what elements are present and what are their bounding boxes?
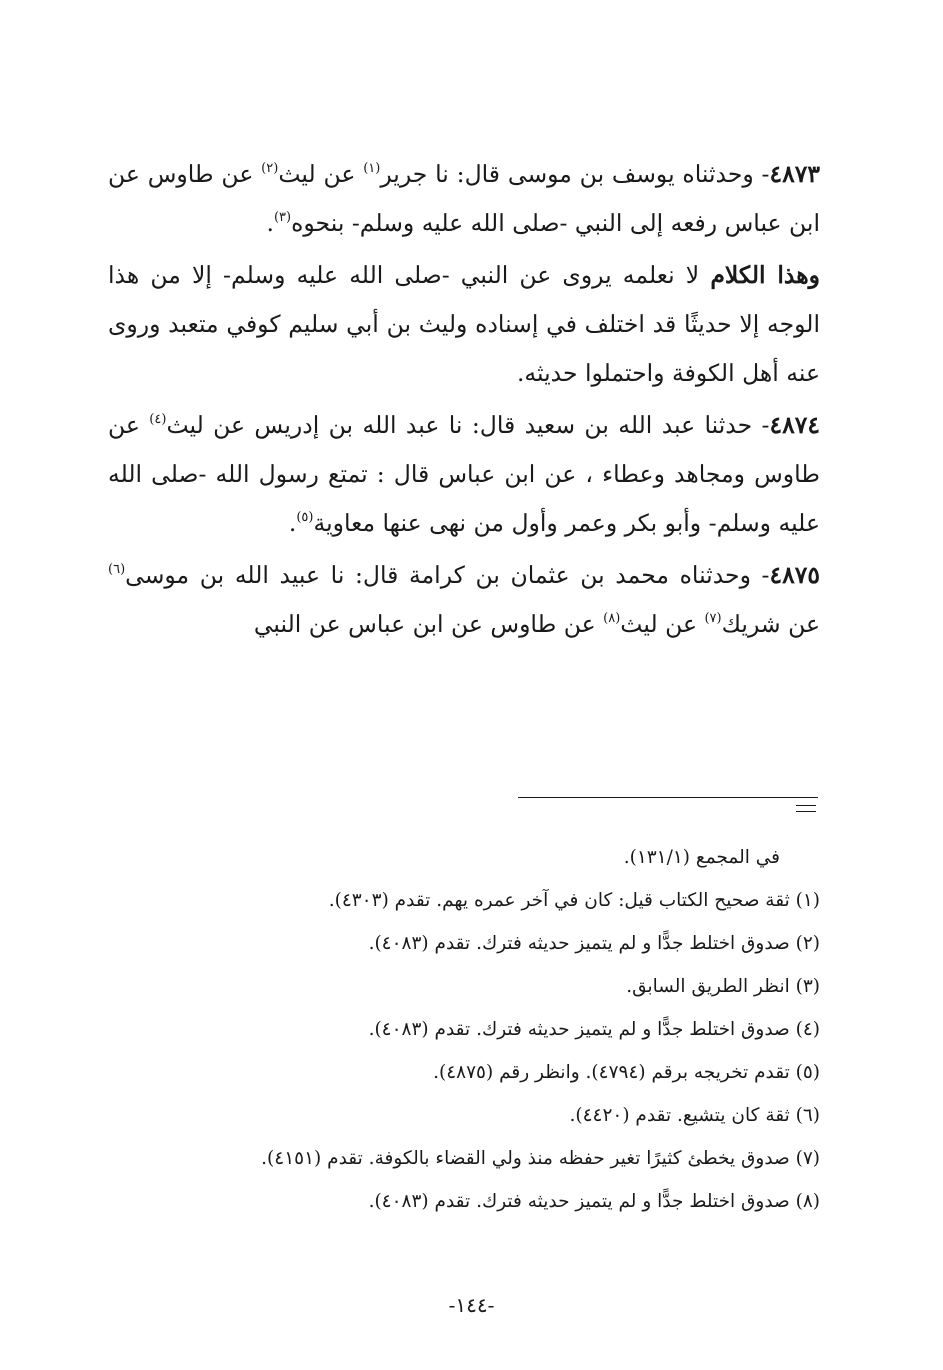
- hadith-text: - وحدثناه يوسف بن موسى قال: نا جرير: [380, 160, 770, 188]
- footnote-ref[interactable]: (٦): [108, 562, 126, 577]
- footnote-4: (٤) صدوق اختلط جدًّا و لم يتميز حديثه فترك. تقدم (٤٠٨٣).: [368, 1019, 820, 1040]
- hadith-4875: [108, 551, 820, 649]
- footnote-3: (٣) انظر الطريق السابق.: [626, 976, 820, 997]
- hadith-text: عن طاوس عن ابن عباس عن النبي: [253, 610, 604, 638]
- footnote-continuation: في المجمع (١٣١/١).: [623, 847, 780, 868]
- hadith-4873: [108, 150, 820, 248]
- hadith-text: - وحدثناه محمد بن عثمان بن كرامة قال: نا عبيد الله بن موسى: [125, 561, 770, 589]
- footnote-8: (٨) صدوق اختلط جدًّا و لم يتميز حديثه فترك. تقدم (٤٠٨٣).: [368, 1191, 820, 1212]
- hadith-text: عن ليث: [278, 160, 364, 188]
- footnote-6: (٦) ثقة كان يتشيع. تقدم (٤٤٢٠).: [569, 1105, 820, 1126]
- footnotes: [140, 836, 820, 1223]
- footnote-2: (٢) صدوق اختلط جدًّا و لم يتميز حديثه فترك. تقدم (٤٠٨٣).: [368, 933, 820, 954]
- hadith-number: ٤٨٧٤: [769, 411, 820, 439]
- hadith-text: عن شريك: [721, 610, 820, 638]
- hadith-text: .: [288, 509, 297, 537]
- footnote-ref[interactable]: (٣): [273, 210, 292, 225]
- footnote-ref[interactable]: (٧): [704, 611, 722, 626]
- footnote-ref[interactable]: (٢): [261, 161, 279, 176]
- hadith-text: .: [266, 209, 274, 237]
- footnote-ref[interactable]: (٤): [149, 412, 167, 427]
- hadith-text: عن طاوس عن ابن عباس رفعه إلى النبي -صلى الله عليه وسلم- بنحوه: [108, 160, 820, 237]
- footnote-divider: [518, 797, 818, 798]
- footnote-5: (٥) تقدم تخريجه برقم (٤٧٩٤). وانظر رقم (٤٨٧٥).: [433, 1062, 820, 1083]
- main-text: [108, 150, 820, 649]
- footnote-ref[interactable]: (١): [363, 161, 381, 176]
- hadith-4874: [108, 401, 820, 548]
- footnote-1: (١) ثقة صحيح الكتاب قيل: كان في آخر عمره يهم. تقدم (٤٣٠٣).: [328, 890, 820, 911]
- hadith-text: - حدثنا عبد الله بن سعيد قال: نا عبد الله بن إدريس عن ليث: [166, 411, 770, 439]
- hadith-number: ٤٨٧٥: [769, 561, 820, 589]
- hadith-number: ٤٨٧٣: [769, 160, 820, 188]
- commentary-paragraph: [108, 251, 820, 398]
- hadith-text: عن ليث: [620, 610, 705, 638]
- footnote-7: (٧) صدوق يخطئ كثيرًا تغير حفظه منذ ولي القضاء بالكوفة. تقدم (٤١٥١).: [261, 1148, 820, 1169]
- footnote-ref[interactable]: (٥): [296, 510, 314, 525]
- page-number: -١٤٤-: [448, 1293, 495, 1317]
- footnote-ref[interactable]: (٨): [603, 611, 621, 626]
- commentary-text: لا نعلمه يروى عن النبي -صلى الله عليه وسلم- إلا من هذا الوجه إلا حديثًا قد اختلف في إسناده وليث بن أبي سليم كوفي متعبد وروى عنه أهل الكوفة واحتملوا حديثه.: [108, 261, 820, 387]
- footnote-divider-mark: [796, 805, 816, 812]
- hadith-text: عن طاوس ومجاهد وعطاء ، عن ابن عباس قال : تمتع رسول الله -صلى الله عليه وسلم- وأبو بكر وعمر وأول من نهى عنها معاوية: [108, 411, 820, 537]
- commentary-lead: وهذا الكلام: [710, 261, 820, 289]
